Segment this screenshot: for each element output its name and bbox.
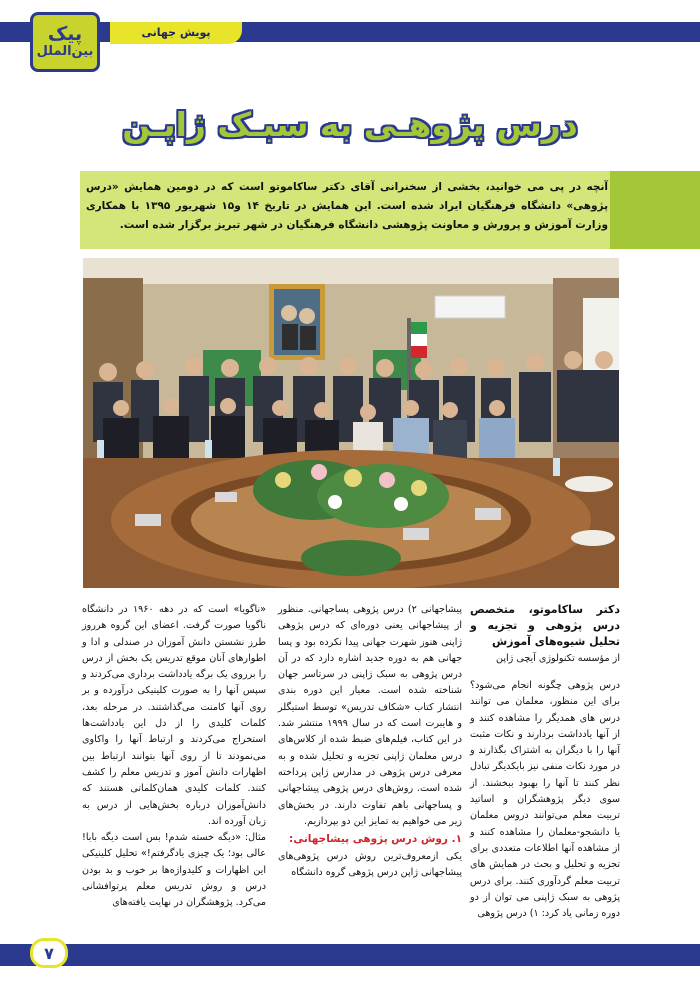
author-heading: دکتر ساکاموتو، متخصص درس پژوهی و تجزیه و تحلیل شیوه‌های آموزش bbox=[470, 603, 620, 648]
section-heading: ۱. روش درس پژوهی پیشاجهانی: bbox=[289, 833, 462, 846]
body-paragraph-right: درس پژوهی چگونه انجام می‌شود؟ برای این منظور، معلمان می توانند درس های همدیگر را مشاهده کنند و از آنها یادداشت بردارند و نکات مثبت آنها را با دیگران به اشتراک بگذارند و در مورد نکات منفی نیز بایکدیگر تبادل نظر کنند تا آنها را بهبود ببخشند. از سوی دیگر پژوهشگران و اساتید تربیت معلم می‌توانند دروس معلمان یا دانشجو-معلمان را مشاهده کنند و از مشاهده آنها اطلاعات متعددی برای تجزیه و تحلیل و بحث در همایش های تربیت معلم گردآوری کنند. برای درس پژوهی به سبک ژاپنی می توان از دو دوره زمانی یاد کرد: ۱) درس پژوهی bbox=[470, 680, 620, 920]
group-photo bbox=[83, 258, 619, 588]
lead-paragraph: آنچه در پی می خوانید، بخشی از سخنرانی آقای دکتر ساکاموتو است که در دومین همایش «درس پژوهی» دانشگاه فرهنگیان ایراد شده است. این همایش در تاریخ ۱۴ و۱۵ شهریور ۱۳۹۵ با همکاری وزارت آموزش و پرورش و معاونت پژوهشی دانشگاه فرهنگیان در شهر تبریز برگزار شده است. bbox=[86, 181, 609, 231]
logo-line1: پیک bbox=[47, 23, 83, 45]
article-title: درس پژوهـی به سبـک ژاپـن bbox=[122, 105, 578, 144]
column-right bbox=[470, 602, 620, 922]
footer-bar bbox=[0, 944, 700, 966]
group-photo-illustration bbox=[83, 258, 619, 588]
author-affiliation: از مؤسسه تکنولوژی آیچی ژاپن bbox=[496, 653, 620, 664]
body-paragraph-middle-1: پیشاجهانی ۲) درس پژوهی پساجهانی. منظور از پیشاجهانی یعنی دوره‌ای که درس پژوهی ژاپنی هنوز شهرت جهانی پیدا نکرده بود و پسا جهانی هم به دوره جدید اشاره دارد که در آن درس پژوهی به سبک ژاپنی در سرتاسر جهان شناخته شده است. معیار این دوره بندی انتشار کتاب «شکاف تدریس» توسط استیگلر و هایبرت است که در سال ۱۹۹۹ منتشر شد. در این کتاب، فیلم‌های ضبط شده از کلاس‌های درس معلمان ژاپنی تجزیه و تحلیل شده و به معرفی درس پژوهی در مدارس ژاپن پرداخته شده است. روش‌های درس پژوهی پیشاجهانی و پساجهانی باهم تفاوت دارند. در بخش‌های زیر می خواهیم به تمایز این دو بپردازیم. bbox=[278, 604, 462, 827]
body-paragraph-left-1: «ناگویا» است که در دهه ۱۹۶۰ در دانشگاه ناگویا صورت گرفت. اعضای این گروه هرروز طرز نشستن دانش آموزان در صندلی و ادا و اطوارهای آنان موقع تدریس یک بخش از درس را برروی یک برگه یادداشت برداری می‌کردند و سپس آنها را به صورت کلینیکی درآورده و بر روی آنها کامنت می‌گذاشتند. در مرحله بعد، کلمات کلیدی را از دل این یادداشت‌ها استخراج می‌کردند و ارتباط آنها را واکاوی می‌نمودند تا از روی آنها بتوانند ارتباط بین اظهارات دانش آموز و تدریس معلم را کشف کنند. کلمات کلیدی همان‌کلماتی هستند که دانش‌آموزان درباره بخش‌هایی از درس به زبان آورده اند. bbox=[82, 604, 266, 827]
header-bar bbox=[0, 22, 700, 45]
column-middle bbox=[278, 602, 462, 882]
section-label: پویش جهانی bbox=[110, 22, 242, 44]
body-paragraph-left-2: مثال: «دیگه خسته شدم! بس است دیگه بابا! عالی بود؛ یک چیزی یادگرفتم!» تحلیل کلینیکی این اظهارات و کلیدواژه‌ها بر خوب و بد بودن درس و روش تدریس معلم پرتوافشانی می‌کرد. پژوهشگران در نهایت یافته‌های bbox=[82, 832, 266, 909]
magazine-logo bbox=[30, 12, 100, 72]
logo-line2: بین‌الملل bbox=[36, 44, 94, 59]
body-paragraph-middle-2: یکی ازمعروف‌ترین روش درس پژوهی‌های پیشاجهانی ژاپن درس پژوهی گروه دانشگاه bbox=[278, 851, 462, 879]
column-left bbox=[82, 602, 266, 912]
page-number: ۷ bbox=[30, 938, 68, 968]
